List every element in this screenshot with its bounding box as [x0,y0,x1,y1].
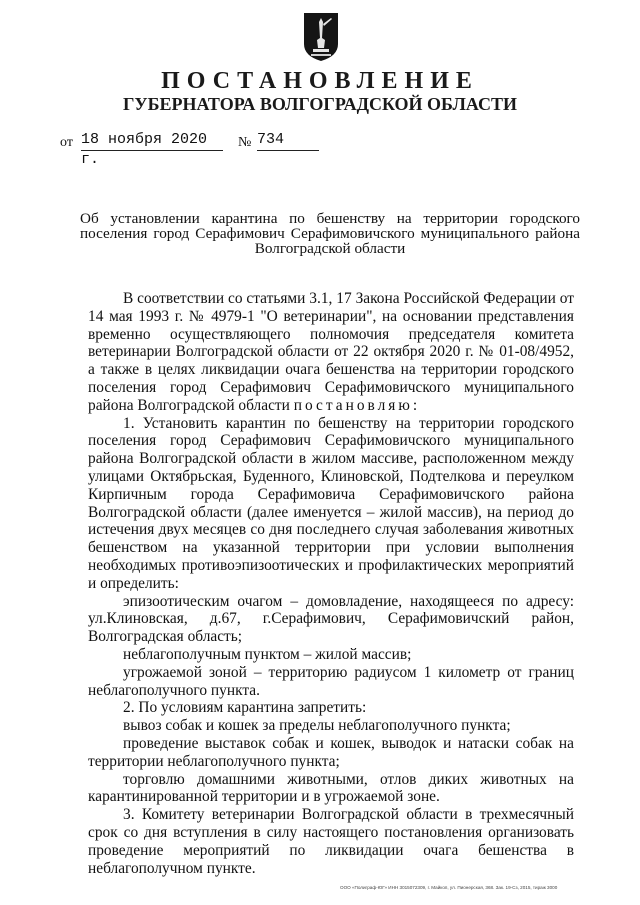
item-2-exhibitions: проведение выставок собак и кошек, выводок и натаски собак на территории неблагополучного пункта; [88,734,574,770]
decree-heading: Об установлении карантина по бешенству на территории городского поселения город Серафимович Серафимовичского муниципального района Волгоградской области [80,210,580,257]
item-2: 2. По условиям карантина запретить: [123,699,367,717]
decree-word: постановляю: [293,396,421,414]
item-3: 3. Комитету ветеринарии Волгоградской области в трехмесячный срок со дня вступления в силу настоящего постановления организовать проведение мероприятий по ликвидации очага бешенства в неблагополучном пункте. [88,806,574,877]
document-title: ПОСТАНОВЛЕНИЕ [161,68,479,94]
item-2-trade: торговлю домашними животными, отлов диких животных на карантинированной территории и в угрожаемой зоне. [88,770,574,806]
item-2-export: вывоз собак и кошек за пределы неблагополучного пункта; [123,717,511,735]
item-1-focus: эпизоотическим очагом – домовладение, находящееся по адресу: ул.Клиновская, д.67, г.Серафимович, Серафимовичский район, Волгоградская область; [88,592,574,646]
number-field: 734 [257,130,319,151]
item-1-zone: угрожаемой зоной – территорию радиусом 1 километр от границ неблагополучного пункта. [88,663,574,699]
date-field: 18 ноября 2020 г. [81,130,223,151]
item-1-point: неблагополучным пунктом – жилой массив; [123,645,412,663]
decree-body [88,290,574,877]
printer-footer: ООО «Полиграф-ЮГ» ИНН 3015072309, г. Майкоп, ул. Пионерская, 368. Зак. 19-Сз, 2015, тираж 3000 [340,885,558,890]
coat-of-arms-icon [303,12,339,62]
number-prefix: № [238,135,252,150]
intro-paragraph [88,290,574,415]
issuer-title: ГУБЕРНАТОРА ВОЛГОГРАДСКОЙ ОБЛАСТИ [122,94,518,114]
item-1: 1. Установить карантин по бешенству на территории городского поселения город Серафимович Серафимовичского муниципального района Волгоградской области в жилом массиве, расположенном между улицами Октябрьская, Буденного, Клиновской, Подтелкова и переулком Кирпичным города Серафимовича Серафимовичского района Волгоградской области (далее именуется – жилой массив), на период до истечения двух месяцев со дня последнего случая заболевания животных бешенством на указанной территории при условии выполнения необходимых противоэпизоотических и профилактических мероприятий и определить: [88,414,574,592]
date-prefix: от [60,135,73,150]
date-number-line [60,130,360,168]
intro-text: В соответствии со статьями 3.1, 17 Закона Российской Федерации от 14 мая 1993 г. № 4979-1 "О ветеринарии", на основании представления временно осуществляющего полномочия председателя комитета ветеринарии Волгоградской области от 22 октября 2020 г. № 01-08/4952, а также в целях ликвидации очага бешенства на территории городского поселения город Серафимович Серафимовичского муниципального района Волгоградской области [88,290,574,414]
